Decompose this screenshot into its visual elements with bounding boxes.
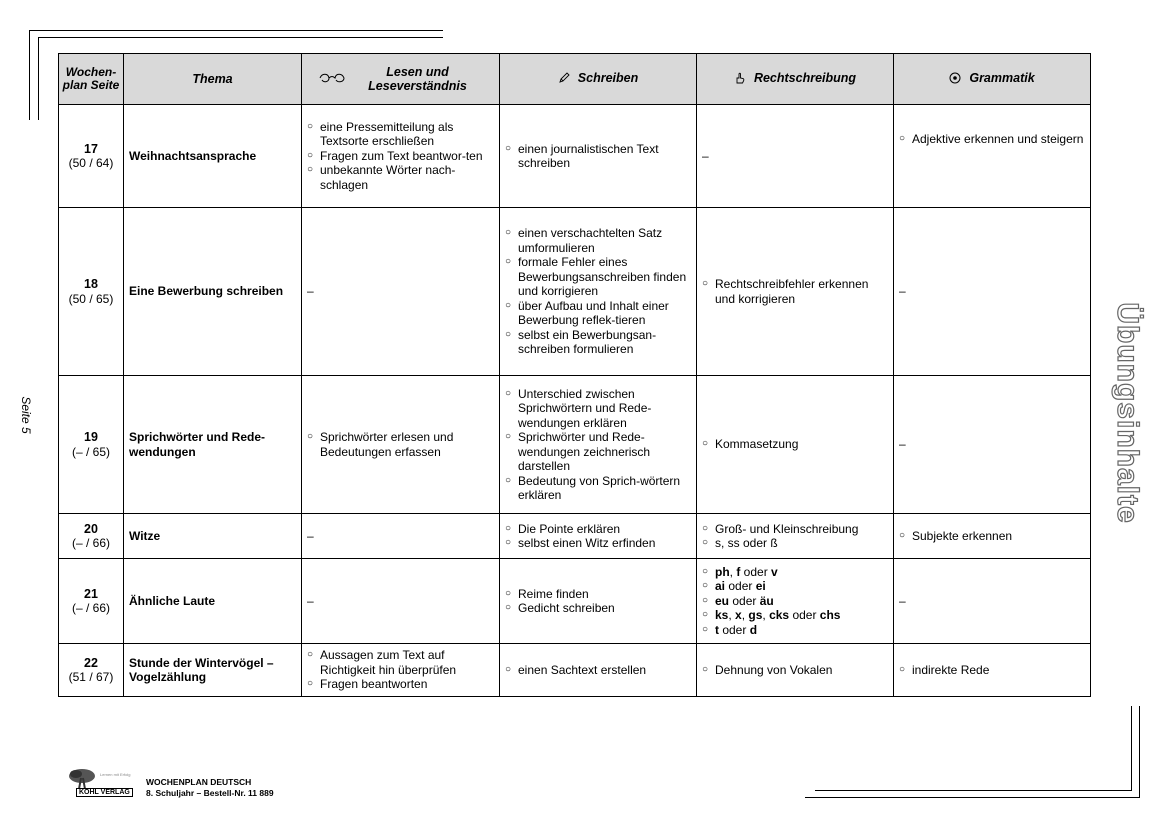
cell-grammatik: – [894, 376, 1091, 514]
list-item: ○ Sprichwörter und Rede-wendungen zeichnerisch darstellen [505, 430, 691, 474]
cell-lesen: – [302, 559, 500, 644]
table-row [59, 514, 1091, 559]
header-wochenplan [59, 54, 124, 105]
list-item: ○ über Aufbau und Inhalt einer Bewerbung reflek-tieren [505, 299, 691, 328]
cell-schreiben [500, 514, 697, 559]
rich-text: , [729, 564, 737, 579]
rich-bold: ph [715, 564, 730, 579]
list-item: ○ einen verschachtelten Satz umformulieren [505, 226, 691, 255]
cell-schreiben [500, 559, 697, 644]
cell-rechtschreibung [697, 514, 894, 559]
page-reference: (– / 66) [71, 536, 110, 550]
list-item: ○ unbekannte Wörter nach-schlagen [307, 163, 494, 192]
rich-bold: chs [819, 608, 841, 623]
cell-topic: Witze [124, 514, 302, 559]
cell-rechtschreibung [697, 644, 894, 697]
cell-grammatik [894, 514, 1091, 559]
header-rechtschreibung [697, 54, 894, 105]
cell-topic: Ähnliche Laute [124, 559, 302, 644]
rich-bold: ei [755, 579, 766, 594]
target-circle-icon [949, 72, 961, 87]
rich-bold: d [749, 622, 758, 637]
page-reference: (– / 65) [71, 444, 110, 459]
page-reference: (– / 66) [71, 601, 110, 615]
header-lesen-label: Lesen und Leseverständnis [368, 65, 467, 93]
cell-page [59, 105, 124, 208]
table-row [59, 208, 1091, 376]
footer-line2: 8. Schuljahr – Bestell-Nr. 11 889 [146, 788, 274, 798]
section-title-vertical: Übungsinhalte [1111, 302, 1144, 524]
list-item: ○ Kommasetzung [702, 437, 888, 452]
cell-rechtschreibung [697, 376, 894, 514]
rich-text: , [728, 608, 736, 623]
cell-rechtschreibung: – [697, 105, 894, 208]
cell-lesen: – [302, 514, 500, 559]
rich-text: , [741, 608, 749, 623]
table-row [59, 105, 1091, 208]
list-item [702, 565, 888, 580]
rich-text: , [762, 608, 770, 623]
cell-topic: Weihnachtsansprache [124, 105, 302, 208]
page-number: 21 [84, 586, 98, 601]
hand-pointer-icon [734, 72, 746, 87]
header-schreiben-label: Schreiben [577, 71, 639, 86]
list-item: ○ Die Pointe erklären [505, 522, 691, 537]
rich-bold: cks [769, 608, 790, 623]
list-item: ○ Fragen zum Text beantwor-ten [307, 149, 494, 164]
rich-bold: v [771, 564, 778, 579]
kohl-verlag-logo [66, 768, 138, 800]
cell-page [59, 644, 124, 697]
frame-line-bottom-inner [815, 790, 1132, 791]
header-schreiben [500, 54, 697, 105]
frame-line-left-inner [38, 37, 39, 120]
pencil-icon [558, 72, 570, 87]
cell-schreiben [500, 105, 697, 208]
list-item: ○ Aussagen zum Text auf Richtigkeit hin überprüfen [307, 648, 494, 677]
list-item: ○ Bedeutung von Sprich-wörtern erklären [505, 474, 691, 503]
frame-line-top-outer [29, 30, 443, 31]
list-item: ○ eine Pressemitteilung als Textsorte erschließen [307, 120, 494, 149]
table-header-row [59, 54, 1091, 105]
list-item [702, 579, 888, 594]
footer-publisher-info [146, 777, 274, 799]
rich-bold: eu [715, 593, 730, 608]
rich-bold: f [736, 564, 741, 579]
list-item: ○ einen journalistischen Text schreiben [505, 142, 691, 171]
rich-text: oder [789, 608, 820, 623]
cell-lesen [302, 105, 500, 208]
frame-line-bottom-outer [805, 797, 1140, 798]
frame-line-right-inner [1131, 706, 1132, 791]
header-wochenplan-label: Wochen-plan Seite [62, 65, 120, 92]
table-row [59, 376, 1091, 514]
rich-bold: x [735, 608, 742, 623]
list-item: ○ selbst ein Bewerbungsan-schreiben formulieren [505, 328, 691, 357]
content-table [58, 53, 1091, 697]
cell-topic: Stunde der Wintervögel – Vogelzählung [124, 644, 302, 697]
frame-line-right-outer [1139, 706, 1140, 798]
list-item [702, 594, 888, 609]
table-row [59, 559, 1091, 644]
list-item: ○ Groß- und Kleinschreibung [702, 522, 888, 537]
page-reference: (51 / 67) [68, 670, 114, 684]
page-number-label: Seite 5 [19, 396, 33, 434]
cell-schreiben [500, 644, 697, 697]
rich-text: oder [729, 593, 760, 608]
page-number: 17 [84, 141, 98, 156]
table-row [59, 644, 1091, 697]
list-item: ○ indirekte Rede [899, 663, 1085, 678]
rich-bold: ks [715, 608, 729, 623]
cell-page [59, 514, 124, 559]
cell-rechtschreibung [697, 559, 894, 644]
list-item: ○ Rechtschreibfehler erkennen und korrigieren [702, 277, 888, 306]
rich-bold: gs [748, 608, 763, 623]
rich-text: oder [740, 564, 772, 579]
page-reference: (50 / 64) [68, 156, 114, 170]
page-reference: (50 / 65) [68, 291, 114, 306]
list-item [702, 623, 888, 638]
frame-line-top-inner [38, 37, 443, 38]
cell-rechtschreibung [697, 208, 894, 376]
list-item: ○ s, ss oder ß [702, 536, 888, 551]
rich-text: oder [719, 622, 750, 637]
rich-bold: t [715, 622, 719, 637]
cell-topic: Sprichwörter und Rede-wendungen [124, 376, 302, 514]
page-number: 19 [84, 430, 98, 444]
rich-bold: äu [759, 593, 774, 608]
header-thema [124, 54, 302, 105]
list-item [702, 608, 888, 623]
header-thema-label: Thema [192, 72, 233, 86]
cell-grammatik: – [894, 559, 1091, 644]
frame-line-left-outer [29, 30, 30, 120]
list-item: ○ Reime finden [505, 587, 691, 602]
list-item: ○ Dehnung von Vokalen [702, 663, 888, 678]
footer-line1: WOCHENPLAN DEUTSCH [146, 777, 252, 787]
cell-grammatik [894, 644, 1091, 697]
list-item: ○ Gedicht schreiben [505, 601, 691, 616]
cell-lesen: – [302, 208, 500, 376]
cell-lesen [302, 376, 500, 514]
list-item: ○ formale Fehler eines Bewerbungsanschreiben finden und korrigieren [505, 255, 691, 299]
footer [66, 768, 274, 800]
page-number: 20 [84, 521, 98, 536]
cell-schreiben [500, 208, 697, 376]
cell-lesen [302, 644, 500, 697]
cell-page [59, 208, 124, 376]
header-grammatik-label: Grammatik [969, 71, 1035, 86]
list-item: ○ Fragen beantworten [307, 677, 494, 692]
list-item: ○ Subjekte erkennen [899, 529, 1085, 544]
list-item: ○ einen Sachtext erstellen [505, 663, 691, 678]
header-rechtschreibung-label: Rechtschreibung [753, 71, 857, 86]
header-grammatik [894, 54, 1091, 105]
cell-topic: Eine Bewerbung schreiben [124, 208, 302, 376]
list-item: ○ selbst einen Witz erfinden [505, 536, 691, 551]
list-item: ○ Unterschied zwischen Sprichwörtern und Rede-wendungen erklären [505, 387, 691, 431]
rich-text: oder [725, 579, 756, 594]
logo-tagline: Lernen mit Erfolg [100, 772, 131, 777]
rich-bold: ai [715, 579, 726, 594]
list-item: ○ Sprichwörter erlesen und Bedeutungen erfassen [307, 430, 494, 459]
cell-schreiben [500, 376, 697, 514]
cell-page [59, 559, 124, 644]
page-number: 22 [84, 655, 98, 670]
page-number: 18 [84, 277, 98, 291]
header-lesen [302, 54, 500, 105]
glasses-icon [319, 71, 345, 88]
logo-text: KOHL VERLAG [76, 788, 133, 797]
cell-grammatik: – [894, 208, 1091, 376]
cell-page [59, 376, 124, 514]
list-item: ○ Adjektive erkennen und steigern [899, 132, 1085, 147]
cell-grammatik [894, 105, 1091, 208]
